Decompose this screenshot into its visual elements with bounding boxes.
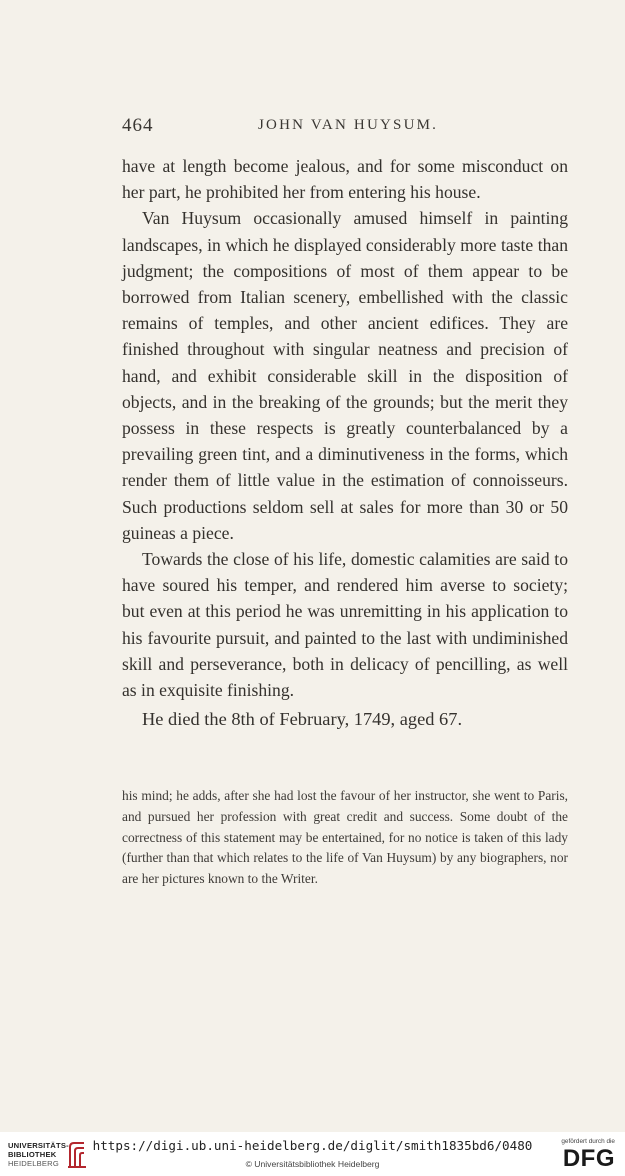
footnote (122, 786, 568, 890)
running-title: JOHN VAN HUYSUM. (258, 117, 439, 133)
library-name-line3: HEIDELBERG (8, 1159, 59, 1168)
paragraph-4: He died the 8th of February, 1749, aged 67. (142, 709, 463, 730)
library-name-line2: BIBLIOTHEK (8, 1150, 57, 1159)
page-number: 464 (122, 115, 154, 136)
paragraph-2: Van Huysum occasionally amused himself in painting landscapes, in which he displayed considerably more taste than judgment; the compositions of most of them appear to be borrowed from Italian scenery, embellished with the classic remains of temples, and other ancient edifices. They are finished throughout with singular neatness and precision of hand, and exhibit considerable skill in the disposition of objects, and in the breaking of the grounds; but the merit they possess in these respects is greatly counterbalanced by a prevailing green tint, and a diminutiveness in the forms, which render them of little value in the estimation of connoisseurs. Such productions seldom sell at sales for more than 30 or 50 guineas a piece. (122, 208, 568, 543)
main-text (122, 153, 568, 734)
funded-by-label: gefördert durch die (561, 1138, 615, 1145)
copyright-notice: © Universitätsbibliothek Heidelberg (245, 1159, 380, 1169)
viewer-footer (0, 1132, 625, 1176)
footnote-text: his mind; he adds, after she had lost the favour of her instructor, she went to Paris, and pursued her profession with great credit and success. Some doubt of the correctness of this statement may be entertained, for no notice is taken of this lady (further than that which relates to the life of Van Huysum) by any biographers, nor are her pictures known to the Writer. (122, 788, 568, 887)
paragraph-1: have at length become jealous, and for some misconduct on her part, he prohibited her from entering his house. (122, 156, 568, 203)
dfg-logo[interactable] (553, 1138, 615, 1172)
paragraph-3: Towards the close of his life, domestic calamities are said to have soured his temper, and rendered him averse to society; but even at this period he was unremitting in his application to his favourite pursuit, and painted to the last with undiminished skill and perseverance, both in delicacy of pencilling, as well as in exquisite finishing. (122, 549, 568, 701)
library-name-line1: UNIVERSITÄTS- (8, 1141, 69, 1150)
permalink-url[interactable]: https://digi.ub.uni-heidelberg.de/diglit/smith1835bd6/0480 (92, 1138, 533, 1153)
dfg-wordmark: DFG (562, 1145, 615, 1172)
page-header (118, 115, 568, 139)
